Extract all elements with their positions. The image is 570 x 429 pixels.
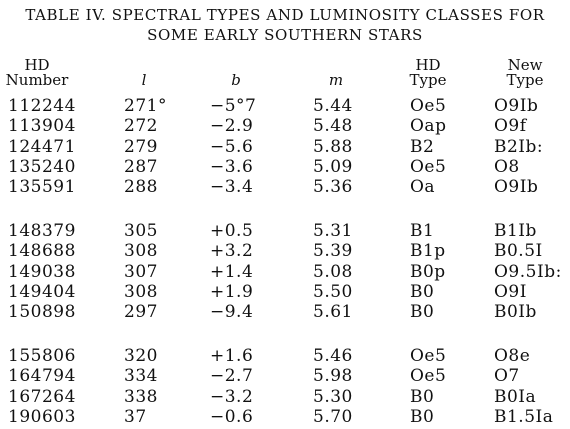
new-type-cell: O9f <box>494 116 527 136</box>
hd-number-cell: 135240 <box>8 157 76 177</box>
galactic-longitude-cell: 271° <box>124 96 167 116</box>
galactic-longitude-cell: 308 <box>124 241 158 261</box>
new-type-cell: B1.5Ia <box>494 407 554 427</box>
hd-type-cell: Oe5 <box>410 157 447 177</box>
header-hd-type-line-1: HD <box>415 56 441 74</box>
hd-number-cell: 167264 <box>8 387 76 407</box>
galactic-longitude-cell: 297 <box>124 302 158 322</box>
hd-type-cell: Oa <box>410 177 436 197</box>
galactic-latitude-cell: −3.6 <box>210 157 254 177</box>
galactic-longitude-cell: 320 <box>124 346 158 366</box>
new-type-cell: O7 <box>494 366 520 386</box>
new-type-cell: O9I <box>494 282 527 302</box>
galactic-latitude-cell: −2.7 <box>210 366 254 386</box>
hd-type-cell: B1 <box>410 221 435 241</box>
new-type-cell: O9Ib <box>494 96 539 116</box>
galactic-latitude-cell: +1.9 <box>210 282 254 302</box>
header-hd-number-line-1: HD <box>24 56 50 74</box>
hd-type-cell: Oap <box>410 116 447 136</box>
magnitude-cell: 5.48 <box>313 116 353 136</box>
magnitude-cell: 5.70 <box>313 407 353 427</box>
magnitude-cell: 5.09 <box>313 157 353 177</box>
header-new-type-line-1: New <box>507 56 543 74</box>
hd-number-cell: 149038 <box>8 262 76 282</box>
new-type-cell: B0.5I <box>494 241 543 261</box>
hd-number-cell: 135591 <box>8 177 76 197</box>
hd-number-cell: 113904 <box>8 116 76 136</box>
magnitude-cell: 5.08 <box>313 262 353 282</box>
magnitude-cell: 5.88 <box>313 137 353 157</box>
hd-type-cell: B0p <box>410 262 446 282</box>
galactic-longitude-cell: 307 <box>124 262 158 282</box>
new-type-cell: B1Ib <box>494 221 537 241</box>
new-type-cell: B0Ib <box>494 302 537 322</box>
table-title-line-2: SOME EARLY SOUTHERN STARS <box>147 26 423 44</box>
magnitude-cell: 5.39 <box>313 241 353 261</box>
hd-number-cell: 155806 <box>8 346 76 366</box>
hd-type-cell: B0 <box>410 282 435 302</box>
header-new-type-line-2: Type <box>506 71 544 89</box>
hd-number-cell: 148688 <box>8 241 76 261</box>
galactic-longitude-cell: 334 <box>124 366 158 386</box>
galactic-latitude-cell: +1.6 <box>210 346 254 366</box>
hd-number-cell: 148379 <box>8 221 76 241</box>
hd-type-cell: Oe5 <box>410 96 447 116</box>
galactic-longitude-cell: 305 <box>124 221 158 241</box>
hd-type-cell: B1p <box>410 241 446 261</box>
new-type-cell: O9.5Ib: <box>494 262 562 282</box>
galactic-latitude-cell: −3.4 <box>210 177 254 197</box>
new-type-cell: B0Ia <box>494 387 537 407</box>
hd-type-cell: B2 <box>410 137 435 157</box>
hd-type-cell: Oe5 <box>410 346 447 366</box>
magnitude-cell: 5.31 <box>313 221 353 241</box>
galactic-longitude-cell: 37 <box>124 407 147 427</box>
magnitude-cell: 5.98 <box>313 366 353 386</box>
galactic-latitude-cell: +3.2 <box>210 241 254 261</box>
magnitude-cell: 5.50 <box>313 282 353 302</box>
hd-number-cell: 190603 <box>8 407 76 427</box>
galactic-longitude-cell: 308 <box>124 282 158 302</box>
hd-number-cell: 112244 <box>8 96 76 116</box>
galactic-latitude-cell: +1.4 <box>210 262 254 282</box>
new-type-cell: O8 <box>494 157 520 177</box>
hd-number-cell: 164794 <box>8 366 76 386</box>
header-magnitude: m <box>328 71 344 89</box>
header-galactic-longitude: l <box>141 71 147 89</box>
galactic-longitude-cell: 272 <box>124 116 158 136</box>
galactic-latitude-cell: −5°7 <box>210 96 257 116</box>
magnitude-cell: 5.46 <box>313 346 353 366</box>
hd-number-cell: 149404 <box>8 282 76 302</box>
header-galactic-latitude: b <box>231 71 241 89</box>
hd-type-cell: B0 <box>410 407 435 427</box>
galactic-latitude-cell: +0.5 <box>210 221 254 241</box>
new-type-cell: O8e <box>494 346 531 366</box>
hd-type-cell: Oe5 <box>410 366 447 386</box>
galactic-longitude-cell: 288 <box>124 177 158 197</box>
galactic-latitude-cell: −0.6 <box>210 407 254 427</box>
hd-number-cell: 124471 <box>8 137 76 157</box>
magnitude-cell: 5.61 <box>313 302 353 322</box>
new-type-cell: B2Ib: <box>494 137 544 157</box>
table-title-line-1: TABLE IV. SPECTRAL TYPES AND LUMINOSITY CLASSES FOR <box>25 6 545 24</box>
hd-number-cell: 150898 <box>8 302 76 322</box>
new-type-cell: O9Ib <box>494 177 539 197</box>
header-hd-type-line-2: Type <box>409 71 447 89</box>
galactic-latitude-cell: −9.4 <box>210 302 254 322</box>
galactic-latitude-cell: −3.2 <box>210 387 254 407</box>
magnitude-cell: 5.30 <box>313 387 353 407</box>
galactic-longitude-cell: 287 <box>124 157 158 177</box>
galactic-longitude-cell: 279 <box>124 137 158 157</box>
magnitude-cell: 5.36 <box>313 177 353 197</box>
hd-type-cell: B0 <box>410 387 435 407</box>
galactic-longitude-cell: 338 <box>124 387 158 407</box>
header-hd-number-line-2: Number <box>5 71 69 89</box>
magnitude-cell: 5.44 <box>313 96 353 116</box>
hd-type-cell: B0 <box>410 302 435 322</box>
galactic-latitude-cell: −5.6 <box>210 137 254 157</box>
galactic-latitude-cell: −2.9 <box>210 116 254 136</box>
